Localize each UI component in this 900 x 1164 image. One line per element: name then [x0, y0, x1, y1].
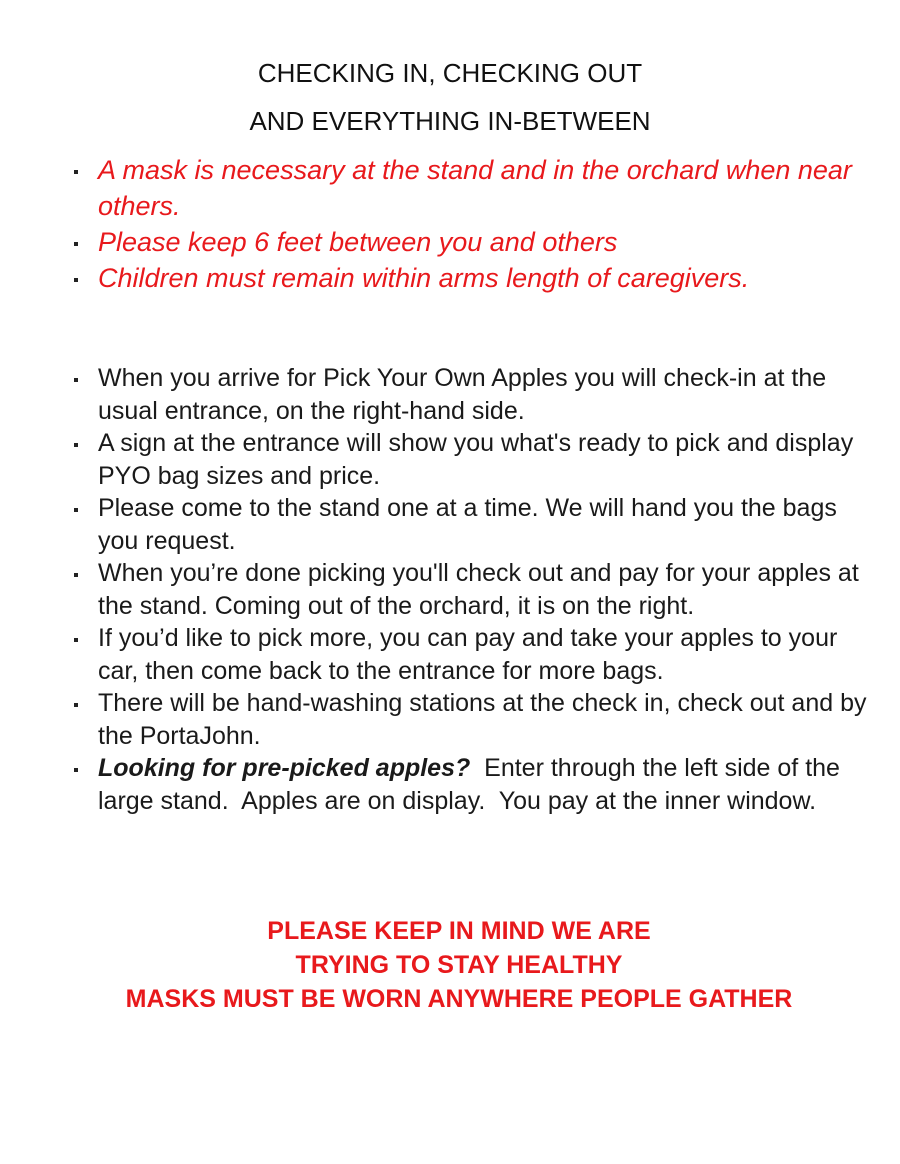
bullet-icon — [74, 768, 78, 772]
bullet-icon — [74, 443, 78, 447]
step-text: If you’d like to pick more, you can pay and take your apples to your car, then come back to the entrance for more bags. — [98, 624, 838, 685]
heading-line-2: AND EVERYTHING IN-BETWEEN — [249, 106, 651, 136]
footer-line-2: TRYING TO STAY HEALTHY — [295, 951, 623, 979]
bullet-icon — [74, 278, 78, 282]
bullet-icon — [74, 508, 78, 512]
step-text: Please come to the stand one at a time. We will hand you the bags you request. — [98, 494, 837, 555]
warning-item — [0, 224, 860, 260]
check-in-steps-list — [0, 362, 870, 817]
heading-line-1: CHECKING IN, CHECKING OUT — [257, 58, 643, 88]
bullet-icon — [74, 638, 78, 642]
pre-picked-text: Enter through the left side of the large stand. Apples are on display. You pay at the inner window. — [98, 754, 847, 815]
pre-picked-emphasis: Looking for pre-picked apples? — [98, 754, 471, 782]
step-text: When you’re done picking you'll check out and pay for your apples at the stand. Coming out of the orchard, it is on the right. — [98, 559, 859, 620]
footer-line-3: MASKS MUST BE WORN ANYWHERE PEOPLE GATHER — [125, 985, 793, 1013]
safety-warnings-list — [0, 152, 860, 296]
warning-item — [0, 152, 860, 224]
footer-warning — [0, 914, 900, 1016]
warning-text: Children must remain within arms length of caregivers. — [98, 263, 750, 293]
step-item — [0, 492, 870, 557]
step-item — [0, 427, 870, 492]
step-item — [0, 687, 870, 752]
bullet-icon — [74, 703, 78, 707]
step-item-pre-picked — [0, 752, 870, 817]
step-item — [0, 622, 870, 687]
step-text: There will be hand-washing stations at the check in, check out and by the PortaJohn. — [98, 689, 867, 750]
step-item — [0, 362, 870, 427]
bullet-icon — [74, 378, 78, 382]
warning-text: A mask is necessary at the stand and in the orchard when near others. — [98, 155, 852, 221]
bullet-icon — [74, 242, 78, 246]
step-text: When you arrive for Pick Your Own Apples you will check-in at the usual entrance, on the right-hand side. — [98, 364, 827, 425]
bullet-icon — [74, 573, 78, 577]
warning-text: Please keep 6 feet between you and others — [98, 227, 618, 257]
footer-line-1: PLEASE KEEP IN MIND WE ARE — [267, 917, 651, 945]
bullet-icon — [74, 170, 78, 174]
step-text: A sign at the entrance will show you what's ready to pick and display PYO bag sizes and price. — [98, 429, 854, 490]
warning-item — [0, 260, 860, 296]
step-item — [0, 557, 870, 622]
